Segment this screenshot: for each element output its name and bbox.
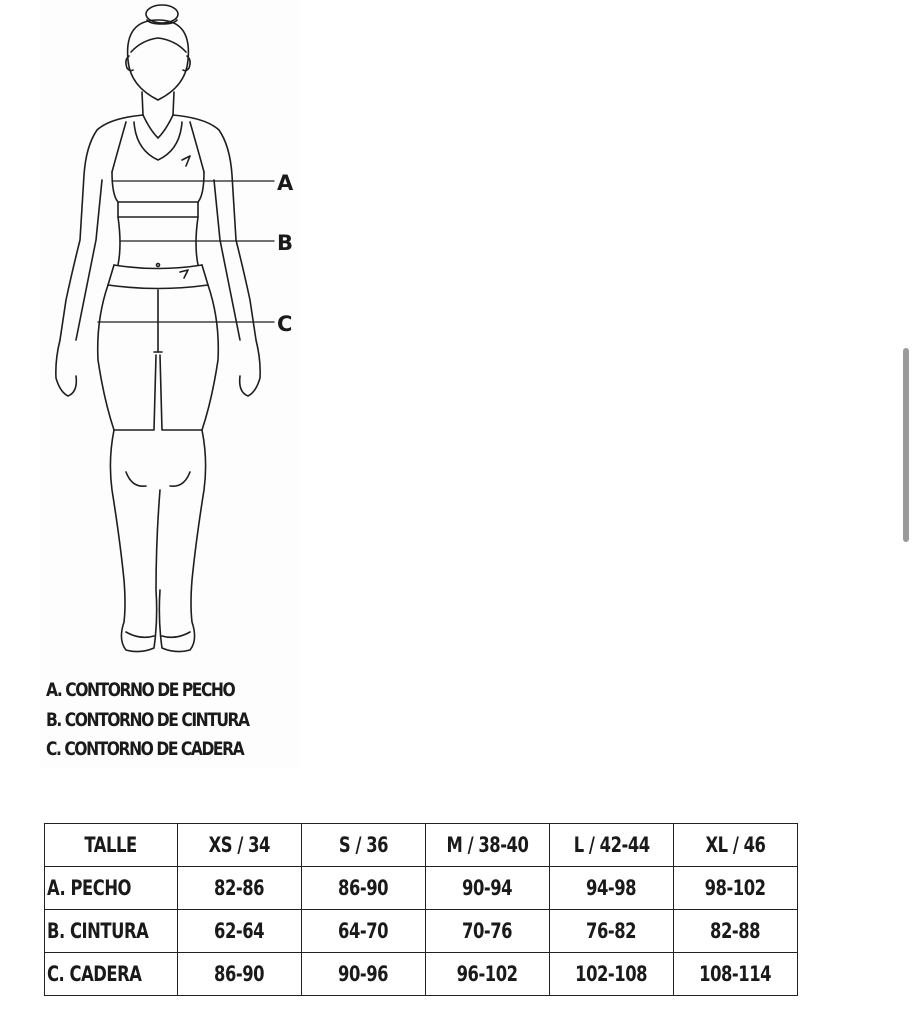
table-cell: 76-82 — [549, 910, 673, 953]
table-cell: 96-102 — [425, 953, 549, 996]
row-label-pecho: A. PECHO — [45, 867, 178, 910]
figure-panel — [40, 0, 300, 768]
table-cell: 70-76 — [425, 910, 549, 953]
table-header-row — [45, 824, 798, 867]
table-cell: 86-90 — [177, 953, 301, 996]
table-row — [45, 867, 798, 910]
vertical-scrollbar[interactable] — [903, 348, 909, 542]
header-cell-s: S / 36 — [301, 824, 425, 867]
table-cell: 108-114 — [673, 953, 797, 996]
table-cell: 82-86 — [177, 867, 301, 910]
table-cell: 86-90 — [301, 867, 425, 910]
marker-b-label: B — [277, 231, 294, 255]
row-label-cintura: B. CINTURA — [45, 910, 178, 953]
female-figure-illustration — [40, 0, 300, 668]
row-label-cadera: C. CADERA — [45, 953, 178, 996]
legend-item-waist: B. CONTORNO DE CINTURA — [46, 708, 249, 731]
table-cell: 64-70 — [301, 910, 425, 953]
legend-item-chest: A. CONTORNO DE PECHO — [46, 679, 235, 701]
header-cell-l: L / 42-44 — [549, 824, 673, 867]
header-cell-talle: TALLE — [45, 824, 178, 867]
header-cell-xl: XL / 46 — [673, 824, 797, 867]
table-cell: 62-64 — [177, 910, 301, 953]
header-cell-m: M / 38-40 — [425, 824, 549, 867]
table-row — [45, 953, 798, 996]
header-cell-xs: XS / 34 — [177, 824, 301, 867]
measurement-legend — [46, 676, 296, 765]
table-row — [45, 910, 798, 953]
marker-a-label: A — [277, 171, 294, 195]
marker-c-label: C — [277, 312, 293, 336]
table-cell: 90-96 — [301, 953, 425, 996]
size-chart-table — [44, 823, 798, 996]
table-cell: 90-94 — [425, 867, 549, 910]
legend-item-hip: C. CONTORNO DE CADERA — [46, 738, 244, 760]
table-cell: 98-102 — [673, 867, 797, 910]
table-cell: 82-88 — [673, 910, 797, 953]
table-cell: 94-98 — [549, 867, 673, 910]
table-cell: 102-108 — [549, 953, 673, 996]
